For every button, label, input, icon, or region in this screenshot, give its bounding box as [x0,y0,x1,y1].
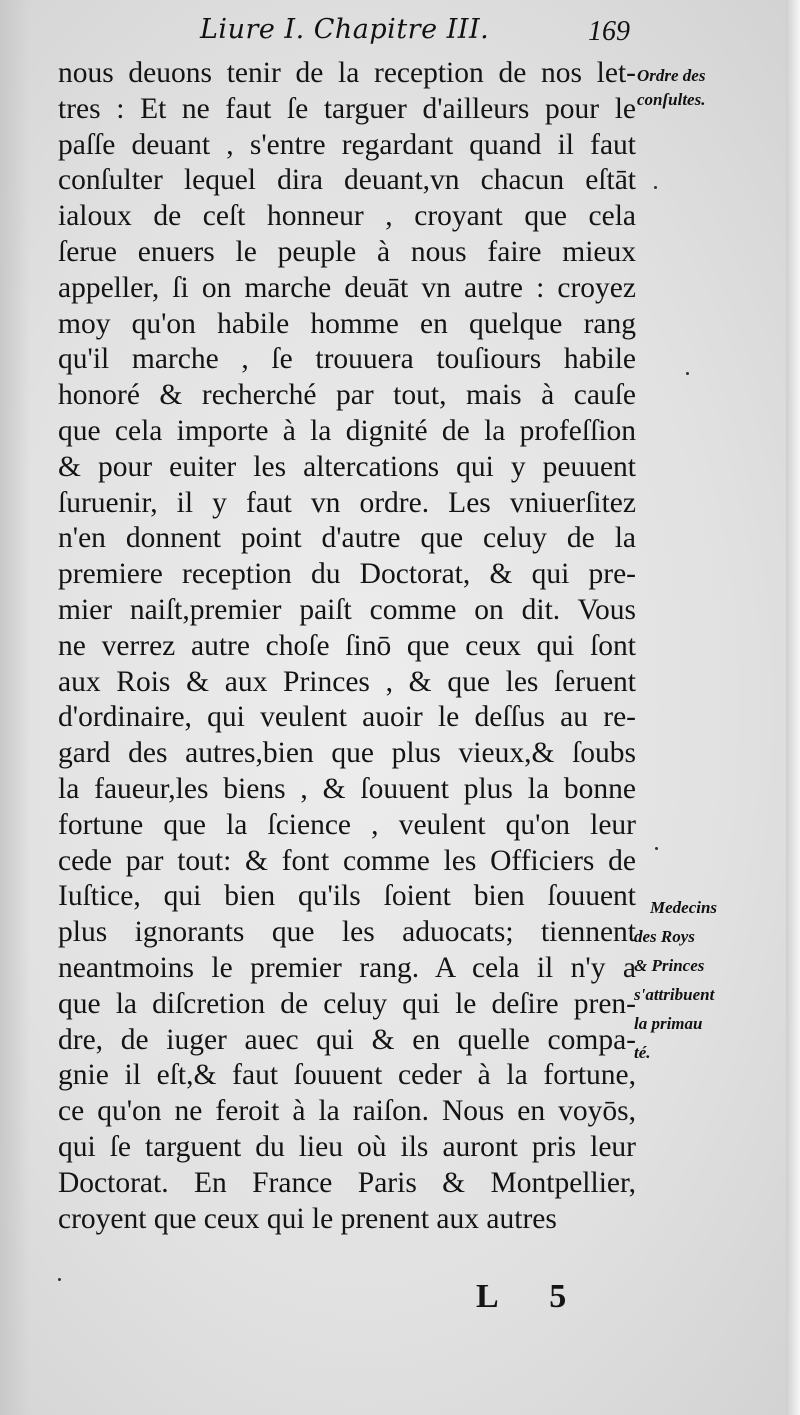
text-line: ſerue enuers le peuple à nous faire mieux [58,235,636,268]
text-line: paſſe deuant , s'entre regardant quand il faut [58,128,636,161]
speck [686,372,689,375]
text-line: ne verrez autre choſe ſinō que ceux qui ſont [58,629,636,662]
margin-note-medecins-des-roys [634,893,717,1067]
text-line: conſulter lequel dira deuant,vn chacun eſtāt [58,164,636,197]
text-line: qu'il marche , ſe trouuera touſiours habile [58,343,636,376]
text-line: que cela importe à la dignité de la profeſſion [58,414,636,447]
text-line: n'en donnent point d'autre que celuy de la [58,522,636,555]
text-line: nous deuons tenir de la reception de nos let- [58,57,636,89]
text-line: plus ignorants que les aduocats; tiennent [58,916,636,949]
text-line: cede par tout: & font comme les Officiers de [58,844,636,877]
running-head: Liure I. Chapitre III. [200,14,490,45]
text-line: qui ſe targuent du lieu où ils auront pris leur [58,1130,636,1163]
text-line: Iuſtice, qui bien qu'ils ſoient bien ſouuent [58,880,636,913]
text-line: que la diſcretion de celuy qui le deſire pren- [58,987,636,1020]
text-line: & pour euiter les altercations qui y peuuent [58,450,636,483]
gutter-shadow [0,0,30,1415]
text-line: gnie il eſt,& faut ſouuent ceder à la fortune, [58,1059,636,1092]
margin-note-line: té. [634,1043,651,1062]
text-line: aux Rois & aux Princes , & que les ſeruent [58,665,636,698]
main-text-block [58,56,636,1237]
margin-note-ordre-des-consultes [637,64,705,112]
speck [654,186,657,189]
text-line: gard des autres,bien que plus vieux,& ſoubs [58,737,636,770]
margin-note-line: Ordre des [637,66,706,85]
text-line: dre, de iuger auec qui & en quelle compa- [58,1023,636,1056]
margin-note-line: s'attribuent [634,985,715,1004]
margin-note-line: Medecins [650,898,718,917]
text-line: d'ordinaire, qui veulent auoir le deſſus au re- [58,701,636,734]
text-line: premiere reception du Doctorat, & qui pre- [58,558,636,591]
text-line: ialoux de ceſt honneur , croyant que cela [58,200,636,233]
margin-note-line: des Roys [634,927,695,946]
page-header [200,14,630,54]
text-line: croyent que ceux qui le prenent aux autres [58,1202,557,1235]
text-line: tres : Et ne faut ſe targuer d'ailleurs pour le [58,92,636,125]
text-line: honoré & recherché par tout, mais à cauſe [58,379,636,412]
speck [655,847,658,850]
text-line: fortune que la ſcience , veulent qu'on leur [58,808,636,841]
page-number: 169 [588,16,630,47]
margin-note-line: conſultes. [637,90,706,109]
margin-note-line: & Princes [634,956,705,975]
text-line: ſuruenir, il y faut vn ordre. Les vniuerſitez [58,486,636,519]
page-edge [786,0,800,1415]
signature-mark: L 5 [476,1278,589,1315]
text-line: neantmoins le premier rang. A cela il n'y a [58,951,636,984]
text-line: appeller, ſi on marche deuāt vn autre : croyez [58,271,636,304]
text-line: la faueur,les biens , & ſouuent plus la bonne [58,772,636,805]
text-line: Doctorat. En France Paris & Montpellier, [58,1166,636,1199]
text-line: moy qu'on habile homme en quelque rang [58,307,636,340]
text-line: mier naiſt,premier paiſt comme on dit. Vous [58,593,636,626]
text-line: ce qu'on ne feroit à la raiſon. Nous en voyōs, [58,1095,636,1128]
speck [58,1278,61,1281]
margin-note-line: la primau [634,1014,703,1033]
